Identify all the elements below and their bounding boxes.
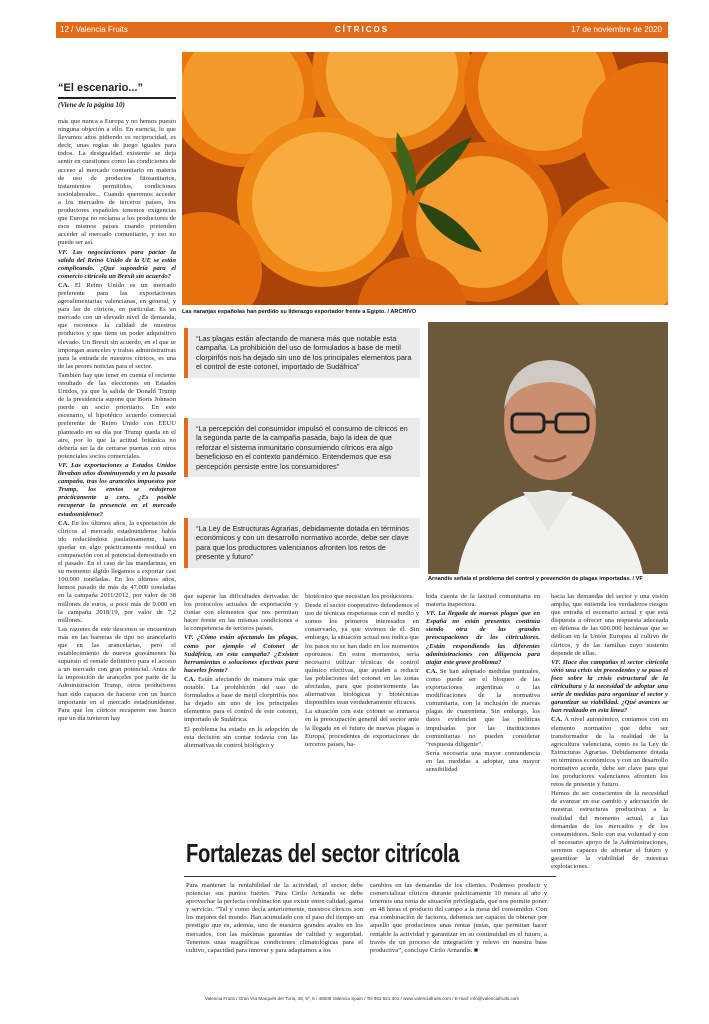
pull-quote-2: “La percepción del consumidor impulsó el consumo de cítricos en la segunda parte de la campaña pasada, bajo la idea de que reforzar el sistema inmunitario consumiendo cítricos era algo beneficioso en el contexto pandémico. Entendemos que esa percepción persiste entre los consumidores”	[184, 418, 420, 477]
paragraph: biotécnico que necesitan los productores.	[305, 593, 414, 600]
article-column-1	[58, 118, 176, 825]
paragraph: Hemos de ser conscientes de la necesidad de avanzar en ese cambio y adecuación de nuestras estructuras productivas a la realidad del momento actual, a las demandas de los mercados y de los consumidores. Solo con esa voluntad y con el necesario apoyo de la Administraciones, seremos capaces de afrontar el futuro y garantizar la viabilidad de nuestras explotaciones.	[551, 790, 668, 871]
interview-question: VF. ¿Cómo están afectando las plagas, como por ejemplo el Cotonet de Sudáfrica, en esta campaña? ¿Existen herramientas o soluciones efectivas para hacerles frente?	[184, 634, 298, 674]
page-header	[56, 22, 668, 38]
paragraph: También hay que tener en cuenta el reciente resultado de las elecciones en Estados Unidos, ya que la salida de Donald Trump de la presidencia supone que Boris Johnson pierde un socio prioritario. En este escenario, el hipotético acuerdo comercial preferente de Reino Unido con EEUU planteado en su día por Trump queda en el aire, por lo que la actitud británica no debería ser la de cerrarse puertas con otros potenciales socios comerciales.	[58, 371, 176, 460]
paragraph: Sería necesaria una mayor contundencia en las medidas a adoptar, una mayor sensibilidad	[426, 749, 540, 773]
kicker-rule	[58, 97, 176, 99]
header-section: 12 / Valencia Fruits	[60, 25, 128, 34]
interview-question: VF. Hace dos campañas el sector citrícola vivió una crisis sin precedentes y se puso el foco sobre la crisis estructural de la citricultura y la necesidad de adoptar una serie de medidas para organizar el sector y garantizar su viabilidad. ¿Qué avances se han realizado en esta línea?	[551, 658, 668, 715]
paragraph: bida cuenta de la laxitud comunitaria en materia inspectora.	[426, 593, 540, 609]
page-footer: Valencia Fruits / Gran Vía Marqués del Turia, 49, 5º, 6 / 46005 Valencia Spain / Tel 963 521 301 / www.valenciafruits.com / E-mail: info@valenciafruits.com	[204, 996, 520, 1001]
article-column-3	[305, 593, 419, 829]
header-date: 17 de noviembre de 2020	[571, 25, 662, 34]
paragraph: Las razones de este descenso se encuentran más en las barreras de tipo no arancelario que en las arancelarias, pero el establecimiento de nuevos gravámenes ha supuesto el remate definitivo para el acceso a un mercado con gran potencial. Antes de la imposición de aranceles por parte de la Administración Trump, otros productores han sido capaces de hacerse con un hueco importante en el mercado estadounidense. Para que los cítricos recuperen ese hueco que un día tuvieron hay	[58, 625, 176, 722]
paragraph: más que nunca a Europa y no hemos puesto ninguna objeción a ello. En esencia, lo que llevamos años pidiendo es reciprocidad, es decir, unas reglas de juego iguales para todos. La desigualdad existente se deja sentir en cuestiones como las condiciones de acceso al mercado comunitario en materia de uso de productos fitosanitarios, tratamientos permitidos, condiciones sociolaborales... Cuando queremos acceder a los mercados de terceros países, los productores españoles tenemos exigencias que Europa no reclama a los productores de esos mismos países cuando pretenden acceder al mercado comunitario, y eso no puede ser así.	[58, 118, 176, 247]
pull-quote-1: “Las plagas están afectando de manera más que notable esta campaña. La prohibición del uso de formulados a base de metil clorpirifós nos ha dejado sin uno de los principales elementos para el control de este cotonet, importado de Sudáfrica”	[184, 328, 420, 378]
sidebar-column-1: Para mantener la rentabilidad de la actividad, el sector debe potenciar sus puntos fuertes. Para Cirilo Arnandis se debe aprovechar la perfecta combinación que existe entre calidad, gama y servicio. “Tal y como decía anteriormente, nuestros cítricos son los mejores del mundo. Han acumulado con el paso del tiempo un prestigio que es, además, uno de nuestros grandes avales en los mercados, con las máximas garantías de calidad y seguridad. Tenemos unas magníficas condiciones climatológicas para el cultivo, capacidad para innovar y para adaptarnos a los	[186, 882, 363, 954]
header-category: CÍTRICOS	[334, 25, 390, 34]
sidebar-headline: Fortalezas del sector citrícola	[186, 838, 460, 868]
paragraph: La situación con este cotonet se enmarca en la preocupación general del sector ante la llegada en el futuro de nuevas plagas a Europa, procedentes de exportaciones de terceros países, ha-	[305, 708, 419, 748]
portrait-photo	[428, 322, 668, 574]
oranges-illustration	[182, 52, 668, 305]
portrait-illustration	[428, 322, 668, 574]
photo-caption-portrait: Arnandis señala el problema del control y prevención de plagas importadas. / VF	[428, 576, 643, 582]
headline-rule	[184, 876, 556, 877]
paragraph: CA. Se han adoptado medidas puntuales, como puede ser el bloqueo de las exportaciones argentinas o las modificaciones de la normativa comunitaria, con la inclusión de nuevas plagas de cuarentena. Sin embargo, los datos evidencian que las políticas impulsadas por las instituciones comunitarias no pueden considerar “respuesta diligente”.	[426, 667, 540, 748]
article-column-5	[551, 593, 668, 989]
article-column-2	[184, 593, 298, 829]
sidebar-column-2: cambios en las demandas de los clientes. Podemos producir y comercializar cítricos durante prácticamente 10 meses al año y tenemos una renta de situación privilegiada, que nos permite poner en 48 horas el producto del campo a la mesa del consumidor. Con esa combinación de factores, debemos ser capaces de obtener por aquello que producimos unas rentas justas, que permitan hacer rentable la actividad y garantizar en su continuidad en el futuro, a través de un proceso de integración y relevo en nuestra base productiva”, concluye Cirilo Arnandis. ■	[370, 882, 547, 954]
paragraph: que superar las dificultades derivadas de los protocolos actuales de exportación y contar con elementos que nos permitan hacer frente en las mismas condiciones a la competencia de terceros países.	[184, 593, 298, 633]
continued-from: (Viene de la página 10)	[58, 101, 125, 109]
interview-question: VF. Las negociaciones para pactar la salida del Reino Unido de la UE se están complicando. ¿Qué supondría para el comercio citrícola un Brexit sin acuerdo?	[58, 248, 176, 280]
oranges-photo	[182, 52, 668, 305]
paragraph: CA. En los últimos años, la exportación de cítricos al mercado estadounidense había ido reduciéndose paulatinamente, hasta quedar en algo prácticamente residual en comparación con el potencial demostrado en el pasado. En el caso de las mandarinas, en su momento álgido llegamos a exportar casi 100.000 toneladas. En los últimos años, hemos pasado de más de 47.000 toneladas en la campaña 2011/2012, por valor de 38 millones de euros, a poco más de 9.000 en la campaña 2018/19, por valor de 7,2 millones.	[58, 519, 176, 624]
section-kicker: “El escenario...”	[58, 82, 143, 94]
paragraph: CA. A nivel autonómico, contamos con un elemento normativo que debe ser transformador de la realidad de la agricultura valenciana, como es la Ley de Estructuras Agrarias. Debidamente dotada en términos económicos y con un desarrollo normativo acorde, debe ser clave para que los productores valencianos afronten los retos de presente y futuro.	[551, 716, 668, 789]
article-column-4	[426, 593, 540, 829]
paragraph: Desde el sector cooperativo defendemos el uso de técnicas respetuosas con el medio y somos los primeros interesados en conservarlo, ya que vivimos de él. Sin embargo, la situación actual nos indica que los pasos no se han dado en los momentos oportunos. En estos momentos, sería necesario utilizar técnicas de control químico efectivas, que ayuden a reducir las poblaciones del cotonet en las zonas afectadas, para que posteriormente las alternativas biológicas y biotécnicas disponibles sean verdaderamente eficaces.	[305, 602, 419, 707]
paragraph: El problema ha estado en la adopción de esta decisión sin contar todavía con las alternativas de control biológico y	[184, 725, 298, 749]
interview-question: VF. La llegada de nuevas plagas que en España no están presentes continúa siendo otra de las grandes preocupaciones de los citricultores. ¿Están respondiendo las diferentes administraciones con diligencia para atajar este grave problema?	[426, 610, 540, 666]
paragraph: hacia las demandas del sector y una visión amplia, que entienda los verdaderos riesgos que entraña el escenario actual y que está dispuesta a ofrecer una respuesta adecuada en defensa de las 600.000 hectáreas que se dedican en la Unión Europea al cultivo de cítricos, y de las familias cuyo sustento depende de ellas.	[551, 593, 668, 657]
interview-question: VF. Las exportaciones a Estados Unidos llevaban años disminuyendo y en la pasada campaña, tras los aranceles impuestos por Trump, los envíos se redujeron prácticamente a cero. ¿Es posible recuperar la presencia en el mercado estadounidense?	[58, 461, 176, 518]
paragraph: CA. Están afectando de manera más que notable. La prohibición del uso de formulados a base de metil clorpirifós nos ha dejado sin uno de los principales elementos para el control de este cotonet, importado de Sudáfrica.	[184, 675, 298, 724]
pull-quote-3: “La Ley de Estructuras Agrarias, debidamente dotada en términos económicos y con un desarrollo normativo acorde, debe ser clave para que los productores valencianos afronten los retos de presente y futuro”	[184, 518, 420, 568]
photo-caption-oranges: Las naranjas españolas han perdido su liderazgo exportador frente a Egipto. / ARCHIVO	[182, 309, 417, 315]
paragraph: CA. El Reino Unido es un mercado preferente para las exportaciones agroalimentarias valencianas, en general, y para las de cítricos, en particular. Es un mercado con un elevado nivel de demanda, que reconoce la calidad de nuestros productos y que tiene un poder adquisitivo elevado. Un Brexit sin acuerdo, en el que se impongan aranceles y trabas administrativas para la entrada de nuestros cítricos, es una de las peores noticias para el sector.	[58, 281, 176, 370]
